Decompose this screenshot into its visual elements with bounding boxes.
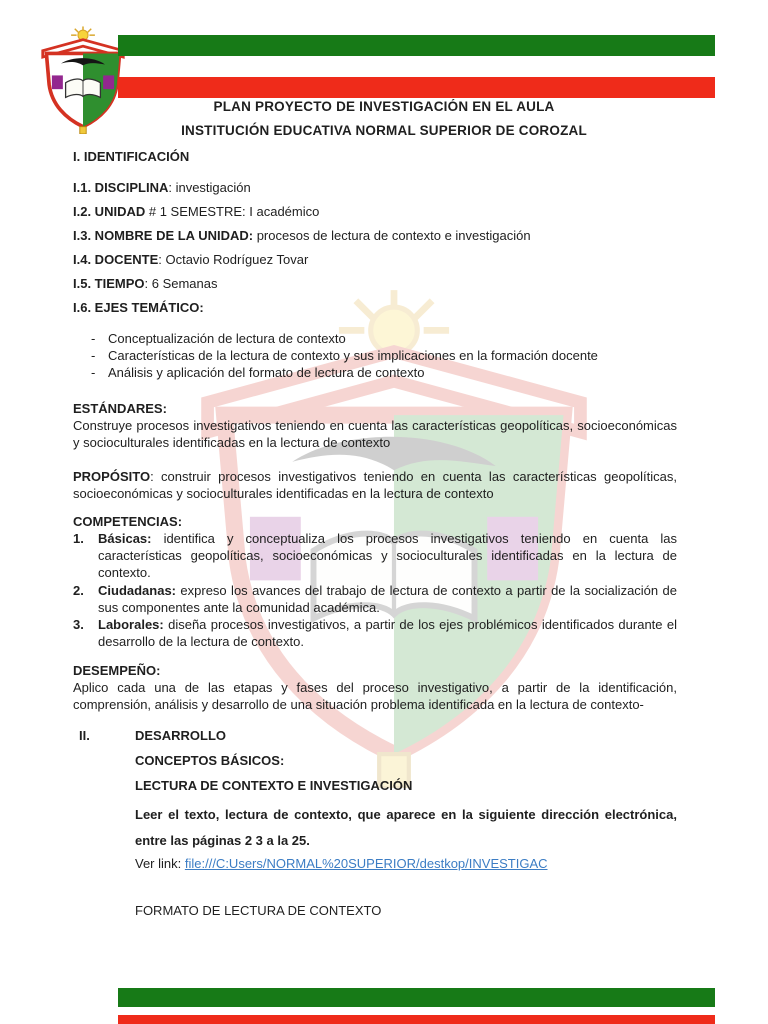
footer-red-bar xyxy=(118,1015,715,1024)
ident-item-unidad xyxy=(73,203,677,220)
item-text: identifica y conceptualiza los procesos investigativos teniendo en cuenta las características geopolíticas, socioeconómicas y socioculturales identificadas en la lectura de contexto. xyxy=(98,531,677,581)
footer-green-bar xyxy=(118,988,715,1007)
header-red-bar xyxy=(118,77,715,98)
section-desarrollo xyxy=(73,727,677,919)
ident-value: : investigación xyxy=(168,180,251,195)
competencias-list xyxy=(73,530,677,650)
section-proposito xyxy=(73,468,677,502)
document-body xyxy=(73,148,677,919)
investigacion-file-link[interactable]: file:///C:Users/NORMAL%20SUPERIOR/destkop/INVESTIGAC xyxy=(184,856,548,872)
section-estandares xyxy=(73,400,677,451)
eje-text: Conceptualización de lectura de contexto xyxy=(108,331,346,346)
section-number: II. xyxy=(79,728,90,744)
document-header xyxy=(0,99,768,138)
section-heading-proposito: PROPÓSITO xyxy=(73,469,151,484)
lectura-contexto-row xyxy=(73,777,677,794)
section-heading-estandares: ESTÁNDARES: xyxy=(73,401,167,416)
list-item-laborales xyxy=(73,616,677,650)
ident-label: I.5. TIEMPO xyxy=(73,276,145,291)
eje-text: Características de la lectura de contexto y sus implicaciones en la formación docente xyxy=(108,348,598,363)
institution-title: INSTITUCIÓN EDUCATIVA NORMAL SUPERIOR DE COROZAL xyxy=(181,123,587,138)
list-item xyxy=(73,347,677,364)
section-competencias xyxy=(73,513,677,650)
desarrollo-heading-row xyxy=(73,727,677,744)
item-number: 3. xyxy=(73,617,84,633)
ident-item-ejes xyxy=(73,299,677,316)
formato-heading: FORMATO DE LECTURA DE CONTEXTO xyxy=(135,903,382,919)
item-label: Laborales: xyxy=(98,617,164,633)
section-heading-competencias: COMPETENCIAS: xyxy=(73,514,183,529)
header-green-bar xyxy=(118,35,715,56)
leer-texto-paragraph: Leer el texto, lectura de contexto, que aparece en la siguiente dirección electrónica, entre las páginas 2 3 a la 25. xyxy=(135,807,677,848)
section-desempeno xyxy=(73,662,677,713)
desempeno-body: Aplico cada una de las etapas y fases del proceso investigativo, a partir de la identificación, comprensión, análisis y desarrollo de una situación problema identificada en la lectura de contexto- xyxy=(73,680,677,713)
list-item-ciudadanas xyxy=(73,582,677,616)
ident-label: I.3. NOMBRE DE LA UNIDAD: xyxy=(73,228,254,243)
ident-label: I.2. UNIDAD xyxy=(73,204,146,219)
item-text: expreso los avances del trabajo de lectura de contexto a partir de la socialización de sus componentes ante la comunidad académica. xyxy=(98,582,677,615)
section-heading-desarrollo: DESARROLLO xyxy=(135,728,226,744)
ident-label: I.6. EJES TEMÁTICO: xyxy=(73,300,204,315)
item-label: Ciudadanas: xyxy=(98,582,177,598)
link-prefix: Ver link: xyxy=(135,856,185,872)
subheading-lectura: LECTURA DE CONTEXTO E INVESTIGACIÓN xyxy=(135,778,413,794)
proposito-body: : construir procesos investigativos teniendo en cuenta las características geopolíticas, socioeconómicas y socioculturales identificadas en la lectura de contexto xyxy=(73,469,677,501)
section-heading-desempeno: DESEMPEÑO: xyxy=(73,663,161,679)
ejes-tematicos-list xyxy=(73,330,677,381)
dash-bullet: - xyxy=(91,331,96,346)
ident-item-disciplina xyxy=(73,179,677,196)
subheading-conceptos: CONCEPTOS BÁSICOS: xyxy=(135,753,285,769)
estandares-body: Construye procesos investigativos teniendo en cuenta las características geopolíticas, socioeconómicas y socioculturales identificadas en la lectura de contexto xyxy=(73,418,677,450)
ident-value: : 6 Semanas xyxy=(144,276,218,291)
ver-link-row xyxy=(135,855,677,872)
document-title: PLAN PROYECTO DE INVESTIGACIÓN EN EL AULA xyxy=(213,99,555,114)
ident-label: I.4. DOCENTE xyxy=(73,252,159,267)
ident-value: : Octavio Rodríguez Tovar xyxy=(158,252,309,267)
dash-bullet: - xyxy=(91,348,96,363)
list-item xyxy=(73,330,677,347)
item-label: Básicas: xyxy=(98,531,152,546)
ident-value: # 1 SEMESTRE: I académico xyxy=(145,204,320,219)
ident-value: procesos de lectura de contexto e investigación xyxy=(253,228,531,243)
dash-bullet: - xyxy=(91,365,96,380)
ident-item-docente xyxy=(73,251,677,268)
eje-text: Análisis y aplicación del formato de lectura de contexto xyxy=(108,365,425,380)
list-item xyxy=(73,364,677,381)
item-number: 1. xyxy=(73,531,84,546)
ident-item-nombre-unidad xyxy=(73,227,677,244)
section-heading-identificacion: I. IDENTIFICACIÓN xyxy=(73,149,190,164)
ident-item-tiempo xyxy=(73,275,677,292)
conceptos-basicos-row xyxy=(73,752,677,769)
item-number: 2. xyxy=(73,582,84,598)
list-item-basicas xyxy=(73,530,677,582)
ident-label: I.1. DISCIPLINA xyxy=(73,180,169,195)
item-text: diseña procesos investigativos, a partir de los ejes problémicos identificados durante el desarrollo de la lectura de contexto. xyxy=(98,617,677,650)
